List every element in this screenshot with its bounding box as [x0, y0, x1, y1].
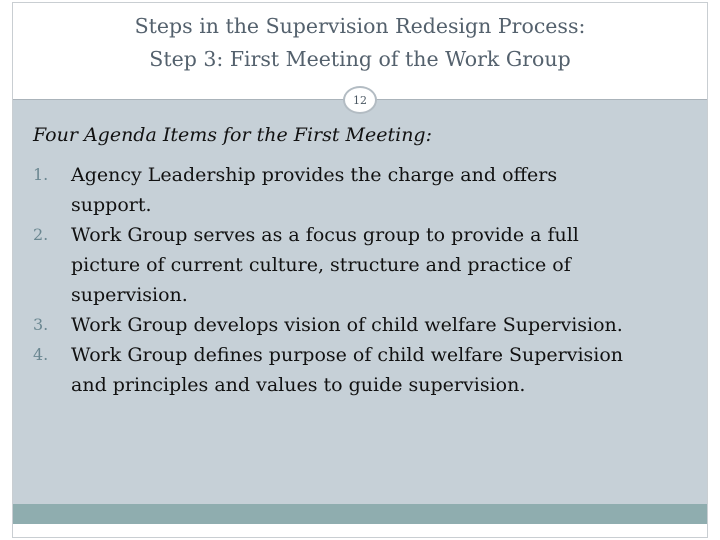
slide	[12, 2, 708, 538]
agenda-item-text: supervision.	[71, 284, 188, 306]
content-area	[13, 100, 707, 504]
agenda-item-number: 2.	[33, 225, 49, 244]
agenda-item-number: 4.	[33, 345, 49, 364]
agenda-item-text: support.	[71, 194, 152, 216]
agenda-heading: Four Agenda Items for the First Meeting:	[33, 124, 432, 146]
slide-number-badge: 12	[343, 86, 377, 114]
agenda-item-2	[33, 220, 701, 310]
agenda-item-4	[33, 340, 701, 400]
agenda-item-1	[33, 160, 701, 220]
agenda-item-text: Work Group defines purpose of child welfare Supervision	[71, 344, 624, 366]
slide-title-line-2: Step 3: First Meeting of the Work Group	[149, 47, 571, 71]
agenda-list	[33, 160, 701, 400]
agenda-item-text: and principles and values to guide supervision.	[71, 374, 526, 396]
slide-title-line-1: Steps in the Supervision Redesign Process:	[134, 14, 586, 38]
footer-band	[13, 504, 707, 524]
agenda-item-number: 1.	[33, 165, 49, 184]
title-area	[13, 3, 707, 95]
agenda-item-text: picture of current culture, structure and practice of	[71, 254, 571, 276]
agenda-item-3	[33, 310, 701, 340]
agenda-item-text: Agency Leadership provides the charge and offers	[71, 164, 558, 186]
agenda-item-text: Work Group serves as a focus group to provide a full	[71, 224, 579, 246]
agenda-item-number: 3.	[33, 315, 49, 334]
agenda-item-text: Work Group develops vision of child welfare Supervision.	[71, 314, 623, 336]
